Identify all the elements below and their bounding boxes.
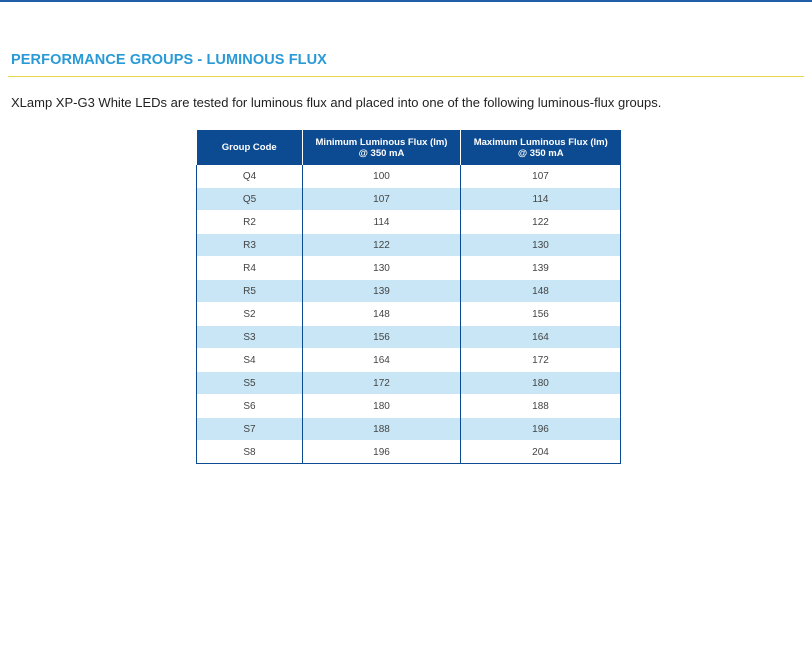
max-flux-cell: 180 (461, 372, 621, 395)
table-row (197, 165, 621, 188)
group-code-cell: S6 (197, 395, 303, 418)
min-flux-cell: 130 (303, 257, 461, 280)
max-flux-cell: 164 (461, 326, 621, 349)
group-code-cell: Q5 (197, 188, 303, 211)
header-min-flux (303, 130, 461, 165)
group-code-cell: R3 (197, 234, 303, 257)
table-row (197, 372, 621, 395)
table-row (197, 211, 621, 234)
header-max-flux-line2: @ 350 mA (517, 147, 564, 159)
header-group-code (197, 130, 303, 165)
table-row (197, 395, 621, 418)
table-row (197, 418, 621, 441)
top-rule (0, 0, 812, 2)
max-flux-cell: 196 (461, 418, 621, 441)
group-code-cell: R5 (197, 280, 303, 303)
min-flux-cell: 172 (303, 372, 461, 395)
table-header-row (197, 130, 621, 165)
header-group-code-label: Group Code (221, 142, 277, 153)
section-title: PERFORMANCE GROUPS - LUMINOUS FLUX (11, 52, 327, 68)
min-flux-cell: 156 (303, 326, 461, 349)
min-flux-cell: 164 (303, 349, 461, 372)
group-code-cell: R2 (197, 211, 303, 234)
group-code-cell: S2 (197, 303, 303, 326)
group-code-cell: S3 (197, 326, 303, 349)
luminous-flux-table (196, 130, 621, 464)
table-row (197, 188, 621, 211)
table-row (197, 303, 621, 326)
max-flux-cell: 204 (461, 441, 621, 464)
min-flux-cell: 122 (303, 234, 461, 257)
table-row (197, 257, 621, 280)
max-flux-cell: 188 (461, 395, 621, 418)
max-flux-cell: 130 (461, 234, 621, 257)
table-row (197, 326, 621, 349)
group-code-cell: S4 (197, 349, 303, 372)
group-code-cell: S7 (197, 418, 303, 441)
group-code-cell: S5 (197, 372, 303, 395)
table-row (197, 441, 621, 464)
title-divider (8, 76, 804, 77)
max-flux-cell: 148 (461, 280, 621, 303)
intro-text: XLamp XP-G3 White LEDs are tested for luminous flux and placed into one of the following luminous-flux groups. (11, 95, 662, 110)
table-row (197, 280, 621, 303)
min-flux-cell: 188 (303, 418, 461, 441)
table-row (197, 234, 621, 257)
max-flux-cell: 122 (461, 211, 621, 234)
max-flux-cell: 156 (461, 303, 621, 326)
min-flux-cell: 114 (303, 211, 461, 234)
group-code-cell: R4 (197, 257, 303, 280)
min-flux-cell: 107 (303, 188, 461, 211)
min-flux-cell: 180 (303, 395, 461, 418)
max-flux-cell: 172 (461, 349, 621, 372)
header-min-flux-line2: @ 350 mA (358, 147, 405, 159)
max-flux-cell: 114 (461, 188, 621, 211)
header-max-flux (461, 130, 621, 165)
max-flux-cell: 139 (461, 257, 621, 280)
min-flux-cell: 148 (303, 303, 461, 326)
table-row (197, 349, 621, 372)
min-flux-cell: 100 (303, 165, 461, 188)
header-min-flux-line1: Minimum Luminous Flux (lm) (315, 136, 448, 148)
min-flux-cell: 196 (303, 441, 461, 464)
group-code-cell: Q4 (197, 165, 303, 188)
max-flux-cell: 107 (461, 165, 621, 188)
header-max-flux-line1: Maximum Luminous Flux (lm) (473, 136, 608, 148)
min-flux-cell: 139 (303, 280, 461, 303)
group-code-cell: S8 (197, 441, 303, 464)
